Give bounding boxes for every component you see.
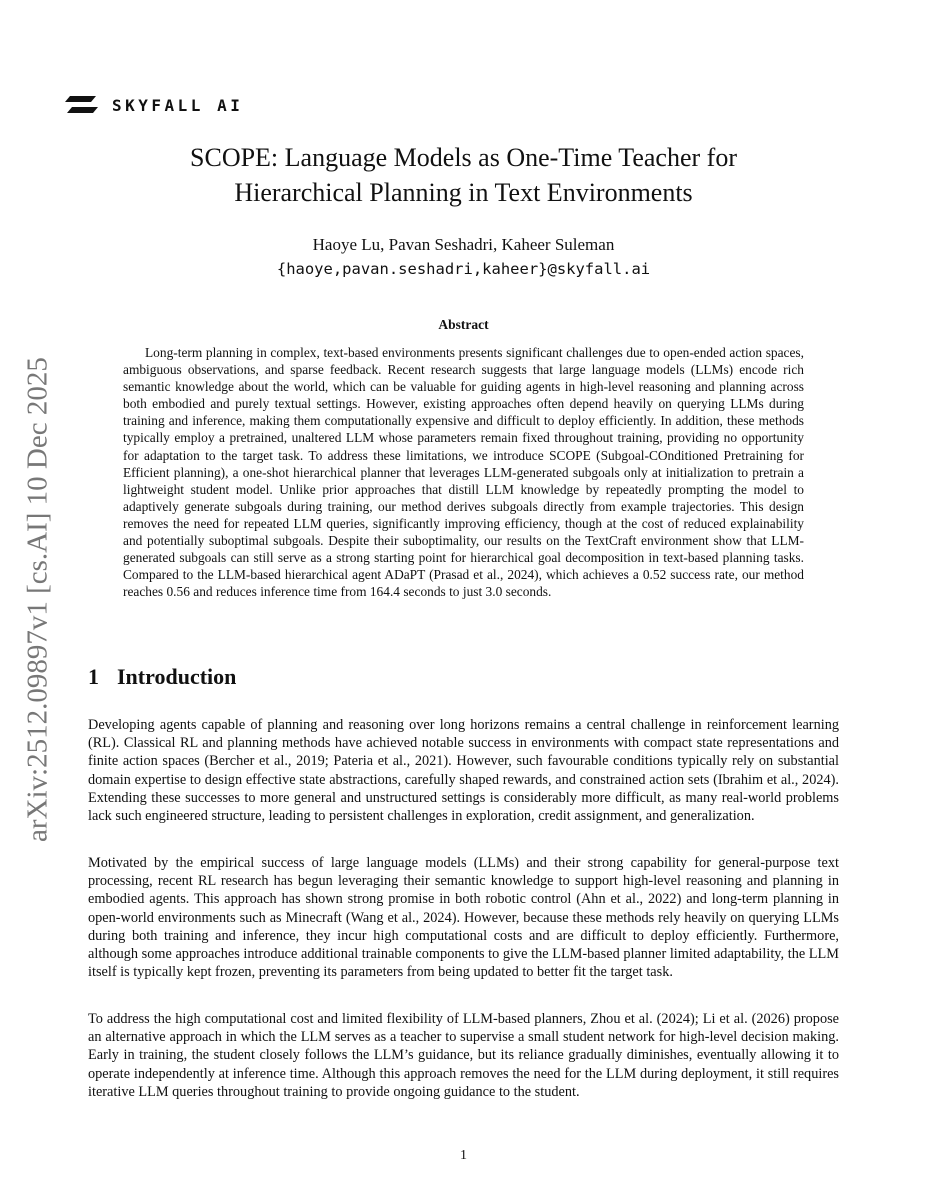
title-line-2: Hierarchical Planning in Text Environments xyxy=(234,178,693,207)
author-list: Haoye Lu, Pavan Seshadri, Kaheer Suleman xyxy=(312,235,615,254)
author-emails: {haoye,pavan.seshadri,kaheer}@skyfall.ai xyxy=(276,260,651,278)
skyfall-logo xyxy=(64,94,243,116)
body-paragraph: To address the high computational cost and limited flexibility of LLM-based planners, Zhou et al. (2024); Li et al. (2026) propose an alternative approach in which the LLM serves as a teacher to supervise a small student network for high-level decision making. Early in training, the student closely follows the LLM’s guidance, but its reliance gradually diminishes, eventually allowing it to operate independently at inference time. Although this approach removes the need for the LLM during deployment, it still requires iterative LLM queries throughout training to provide ongoing guidance to the student. xyxy=(88,1011,839,1100)
title-line-1: SCOPE: Language Models as One-Time Teacher for xyxy=(190,143,737,172)
section-heading xyxy=(88,664,236,690)
section-title: Introduction xyxy=(117,664,237,689)
abstract-text: Long-term planning in complex, text-based environments presents significant challenges due to open-ended action spaces, ambiguous observations, and sparse feedback. Recent research suggests that large language models (LLMs) encode rich semantic knowledge about the world, which can be valuable for guiding agents in high-level reasoning and planning across both embodied and purely textual settings. However, existing approaches often depend heavily on querying LLMs during training and inference, making them computationally expensive and difficult to deploy efficiently. In addition, these methods typically employ a pretrained, unaltered LLM whose parameters remain fixed throughout training, providing no opportunity for adaptation to the target task. To address these limitations, we introduce SCOPE (Subgoal-COnditioned Pretraining for Efficient planning), a one-shot hierarchical planner that leverages LLM-generated subgoals only at initialization to pretrain a lightweight student model. Unlike prior approaches that distill LLM knowledge by repeatedly prompting the model to adaptively generate subgoals during training, our method derives subgoals directly from example trajectories. This design removes the need for repeated LLM queries, significantly improving efficiency, though at the cost of reduced explainability and potentially suboptimal subgoals. Despite their suboptimality, our results on the TextCraft environment show that LLM-generated subgoals can still serve as a strong starting point for hierarchical goal decomposition in text-based planning tasks. Compared to the LLM-based hierarchical agent ADaPT (Prasad et al., 2024), which achieves a 0.52 success rate, our method reaches 0.56 and reduces inference time from 164.4 seconds to just 3.0 seconds. xyxy=(123,345,804,600)
abstract-heading: Abstract xyxy=(438,317,489,332)
body-paragraph: Motivated by the empirical success of large language models (LLMs) and their strong capability for general-purpose text processing, recent RL research has begun leveraging their semantic knowledge to support high-level reasoning and planning in embodied agents. This approach has shown strong promise in both robotic control (Ahn et al., 2022) and long-term planning in open-world environments such as Minecraft (Wang et al., 2024). However, because these methods rely heavily on querying LLMs during both training and inference, they incur high computational costs and are difficult to deploy efficiently. Furthermore, although some approaches introduce additional trainable components to give the LLM-based planner limited adaptability, the LLM itself is typically kept frozen, preventing its parameters from being updated to better fit the target task. xyxy=(88,855,839,981)
section-number: 1 xyxy=(88,664,99,689)
body-paragraph: Developing agents capable of planning and reasoning over long horizons remains a central challenge in reinforcement learning (RL). Classical RL and planning methods have achieved notable success in environments with compact state representations and finite action spaces (Bercher et al., 2019; Pateria et al., 2021). However, such favourable conditions typically rely on substantial domain expertise to design effective state abstractions, carefully shaped rewards, and constrained action sets (Ibrahim et al., 2024). Extending these successes to more general and unstructured settings is considerably more difficult, as many real-world problems lack such engineered structure, leading to persistent challenges in exploration, credit assignment, and generalization. xyxy=(88,717,839,825)
arxiv-identifier: arXiv:2512.09897v1 [cs.AI] 10 Dec 2025 xyxy=(21,357,54,843)
page-number: 1 xyxy=(460,1148,467,1163)
skyfall-logo-icon xyxy=(64,94,98,116)
paper-title xyxy=(88,140,839,210)
logo-text: SKYFALL AI xyxy=(112,95,244,115)
